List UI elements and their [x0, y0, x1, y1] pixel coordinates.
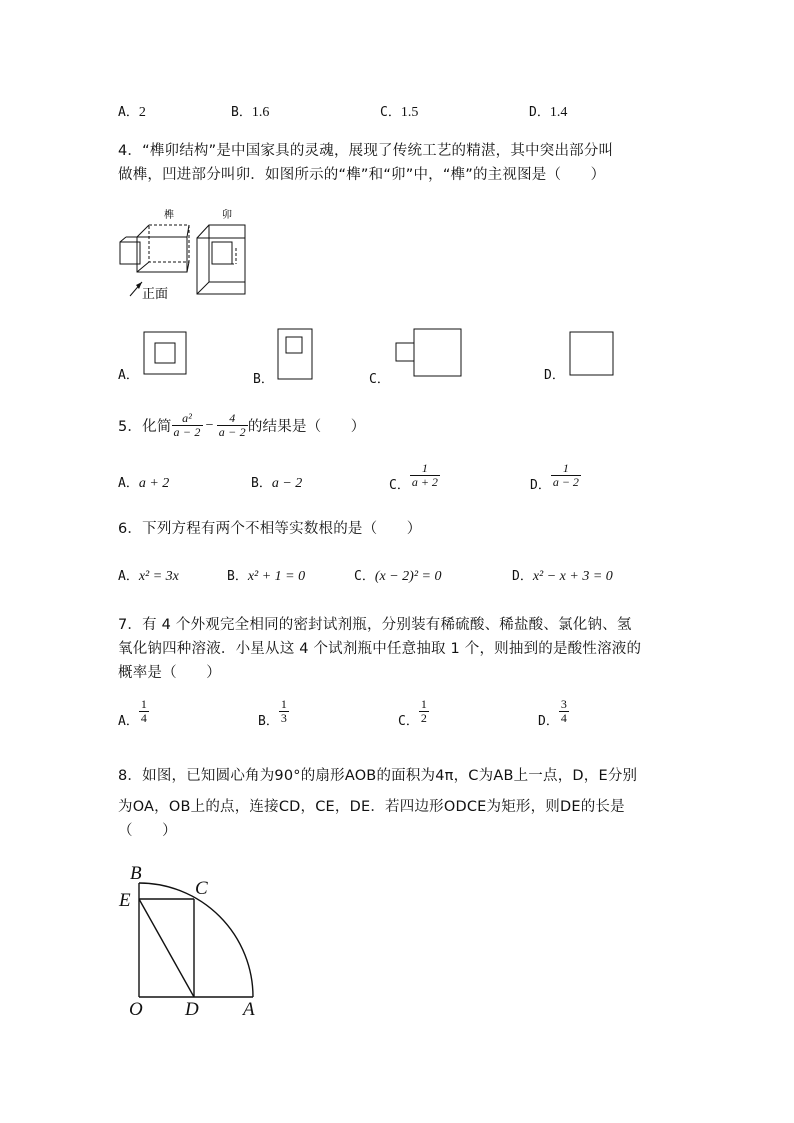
- q4-option-c-label: C．: [369, 372, 390, 387]
- q7-option-b: B． $\frac{1}{3}$: [258, 697, 287, 729]
- q4-tenon-mortise-figure: [112, 200, 262, 305]
- q8-point-e: E: [119, 890, 131, 911]
- q8-point-b: B: [130, 863, 142, 884]
- q7-option-a: A． $\frac{1}{4}$: [118, 697, 147, 729]
- q8-point-o: O: [129, 999, 143, 1020]
- q6-option-b: B．x² + 1 = 0: [227, 569, 306, 584]
- q4-option-a-figure: [143, 331, 187, 375]
- q4-option-d-figure: [569, 331, 615, 377]
- q3-option-d: D．1.4: [529, 105, 568, 120]
- q4-label-front: 正面: [142, 287, 169, 302]
- q8-point-a: A: [243, 999, 255, 1020]
- q6-option-a: A．x² = 3x: [118, 569, 179, 584]
- q7-text-line2: 氧化钠四种溶液．小星从这 4 个试剂瓶中任意抽取 1 个，则抽到的是酸性溶液的: [118, 641, 642, 657]
- q4-option-b-figure: [277, 328, 313, 380]
- q7-text-line1: 7．有 4 个外观完全相同的密封试剂瓶，分别装有稀硫酸、稀盐酸、氯化钠、氢: [118, 617, 632, 633]
- q4-text-line2: 做榫，凹进部分叫卯．如图所示的“榫”和“卯”中，“榫”的主视图是（ ）: [118, 167, 606, 183]
- q7-option-c: C． $\frac{1}{2}$: [398, 697, 427, 729]
- q4-option-d-label: D．: [544, 368, 565, 383]
- q8-point-d: D: [185, 999, 199, 1020]
- q5-option-c: C． $\frac{1}{a + 2}$: [389, 461, 438, 493]
- q4-option-b-label: B．: [253, 372, 274, 387]
- q5-fraction-2: $\frac{4}{a - 2}$: [218, 411, 246, 439]
- q4-label-mortise: 卯: [222, 210, 232, 221]
- q4-option-c-figure: [395, 328, 463, 378]
- q3-option-a: A．2: [118, 105, 146, 120]
- q6-option-d: D．x² − x + 3 = 0: [512, 569, 613, 584]
- q6-text: 6．下列方程有两个不相等实数根的是（ ）: [118, 521, 422, 537]
- q7-text-line3: 概率是（ ）: [118, 665, 221, 681]
- q4-option-a-label: A．: [118, 368, 139, 383]
- q8-sector-figure: [115, 860, 265, 1025]
- q7-option-d: D． $\frac{3}{4}$: [538, 697, 567, 729]
- q5-fraction-1: $\frac{\text{a²}}{a - 2}$: [173, 411, 201, 439]
- q8-text-line2: 为OA，OB上的点，连接CD，CE，DE．若四边形ODCE为矩形，则DE的长是: [118, 799, 625, 815]
- q8-text-line1: 8．如图，已知圆心角为90°的扇形AOB的面积为4π，C为AB上一点，D，E分别: [118, 768, 638, 784]
- q8-text-line3: （ ）: [118, 823, 177, 839]
- q5-option-d: D． $\frac{1}{a - 2}$: [530, 461, 579, 493]
- q8-point-c: C: [195, 878, 208, 899]
- q5-option-a: A．a + 2: [118, 476, 170, 491]
- q6-option-c: C．(x − 2)² = 0: [354, 569, 442, 584]
- q4-label-tenon: 榫: [164, 210, 174, 221]
- q4-text-line1: 4．“榫卯结构”是中国家具的灵魂，展现了传统工艺的精湛，其中突出部分叫: [118, 143, 614, 159]
- q5-option-b: B．a − 2: [251, 476, 303, 491]
- q3-option-c: C．1.5: [380, 105, 419, 120]
- q3-option-b: B．1.6: [231, 105, 270, 120]
- q5-text: 5．化简 $\frac{\text{a²}}{a - 2}$ − $\frac{4}{a - 2}$ 的结果是（ ）: [118, 411, 366, 439]
